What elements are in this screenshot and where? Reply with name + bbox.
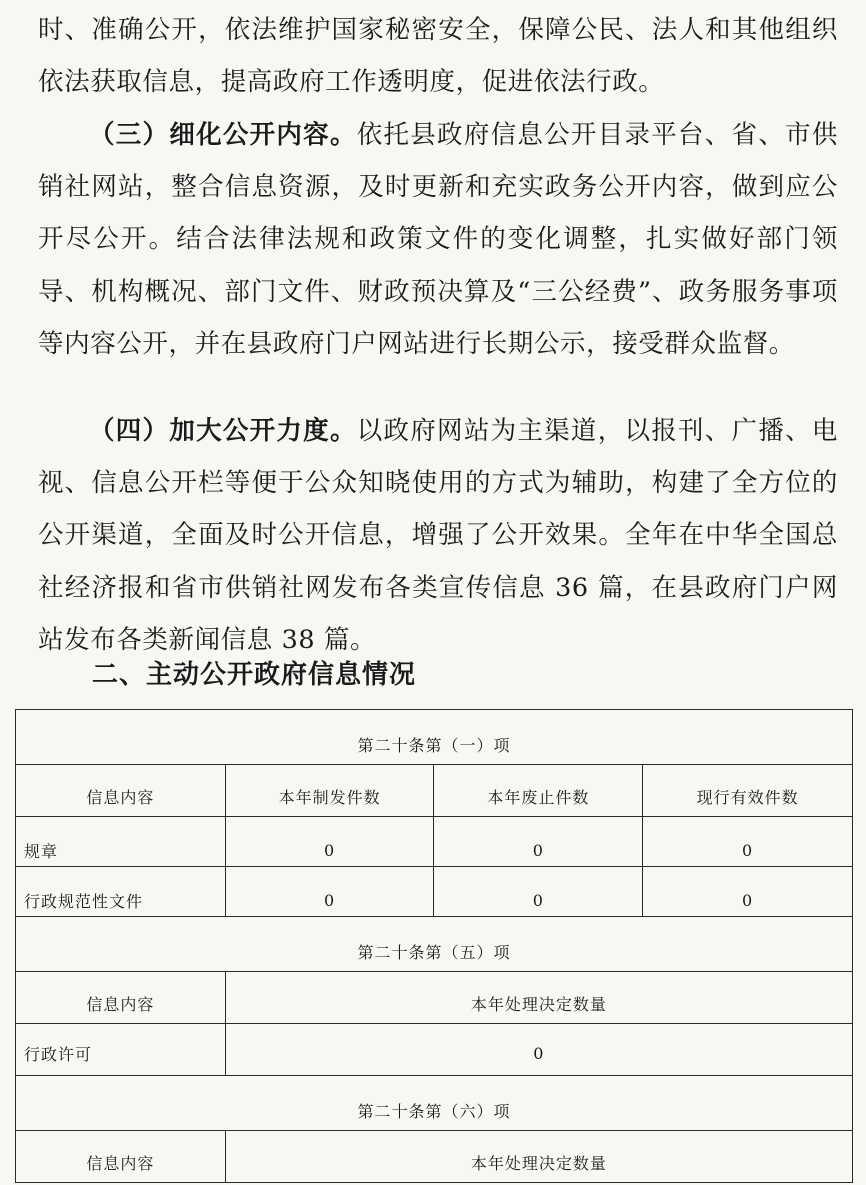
- row-label: 规章: [16, 817, 226, 867]
- table-row: [16, 1024, 853, 1076]
- header-cell-decision-count: 本年处理决定数量: [225, 972, 852, 1024]
- header-cell-valid: 现行有效件数: [643, 765, 853, 817]
- paragraph-3-text: 以政府网站为主渠道，以报刊、广播、电视、信息公开栏等便于公众知晓使用的方式为辅助，构建了全方位的公开渠道，全面及时公开信息，增强了公开效果。全年在中华全国总社经济报和省市供销社网发布各类宣传信息 36 篇，在县政府门户网站发布各类新闻信息 38 篇。: [38, 416, 838, 655]
- paragraph-2-lead: （三）细化公开内容。: [89, 120, 357, 150]
- row-value-repealed: 0: [434, 867, 643, 917]
- section-row-article-20-6: [16, 1076, 853, 1131]
- section-title-article-20-5: 第二十条第（五）项: [16, 917, 853, 972]
- header-row: [16, 765, 853, 817]
- disclosure-table: [15, 709, 853, 1183]
- header-cell-issued: 本年制发件数: [225, 765, 434, 817]
- paragraph-2: [38, 109, 838, 370]
- section-row-article-20-5: [16, 917, 853, 972]
- paragraph-1-text: 时、准确公开，依法维护国家秘密安全，保障公民、法人和其他组织依法获取信息，提高政府工作透明度，促进依法行政。: [38, 15, 838, 98]
- header-row: [16, 972, 853, 1024]
- row-value-decision-count: 0: [225, 1024, 852, 1076]
- header-cell-info-content: 信息内容: [16, 765, 226, 817]
- row-value-issued: 0: [225, 817, 434, 867]
- header-cell-decision-count: 本年处理决定数量: [225, 1131, 852, 1183]
- section-title-article-20-6: 第二十条第（六）项: [16, 1076, 853, 1131]
- header-cell-info-content: 信息内容: [16, 972, 226, 1024]
- header-row: [16, 1131, 853, 1183]
- paragraph-3-lead: （四）加大公开力度。: [89, 416, 357, 446]
- row-value-valid: 0: [643, 867, 853, 917]
- section-heading: 二、主动公开政府信息情况: [92, 660, 417, 690]
- paragraph-1: [38, 4, 838, 108]
- header-cell-repealed: 本年废止件数: [434, 765, 643, 817]
- row-value-valid: 0: [643, 817, 853, 867]
- header-cell-info-content: 信息内容: [16, 1131, 226, 1183]
- row-label: 行政许可: [16, 1024, 226, 1076]
- paragraph-3: [38, 405, 838, 666]
- table-row: [16, 867, 853, 917]
- row-value-issued: 0: [225, 867, 434, 917]
- row-value-repealed: 0: [434, 817, 643, 867]
- row-label: 行政规范性文件: [16, 867, 226, 917]
- section-row-article-20-1: [16, 710, 853, 765]
- table-row: [16, 817, 853, 867]
- section-title-article-20-1: 第二十条第（一）项: [16, 710, 853, 765]
- paragraph-2-text: 依托县政府信息公开目录平台、省、市供销社网站，整合信息资源，及时更新和充实政务公开内容，做到应公开尽公开。结合法律法规和政策文件的变化调整，扎实做好部门领导、机构概况、部门文件、财政预决算及“三公经费”、政务服务事项等内容公开，并在县政府门户网站进行长期公示，接受群众监督。: [38, 120, 838, 359]
